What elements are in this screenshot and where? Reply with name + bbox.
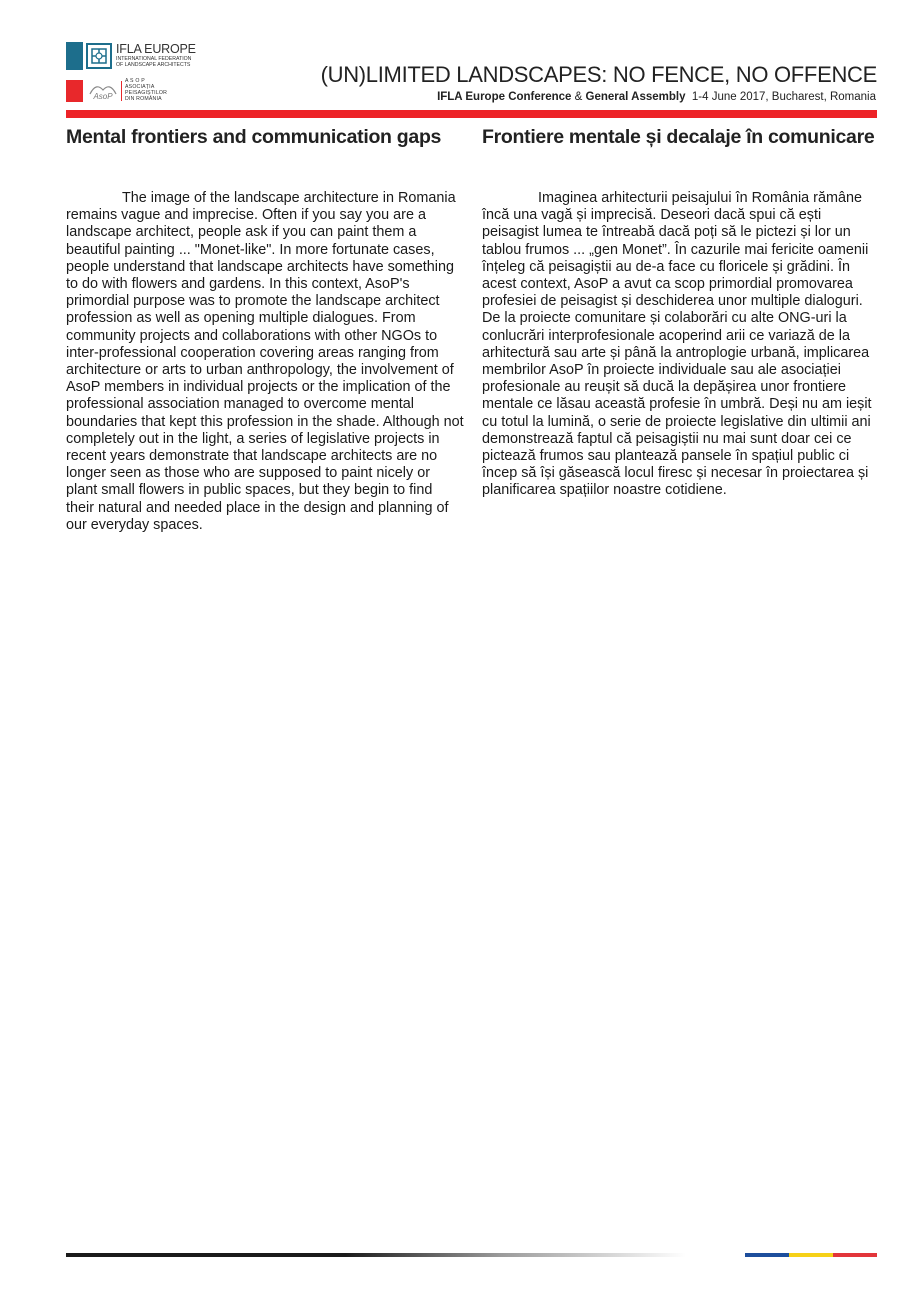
subtitle-ampersand: & (574, 91, 583, 103)
conference-subtitle (437, 91, 876, 103)
asop-logo (66, 79, 216, 103)
left-column-text: The image of the landscape architecture in Romania remains vague and imprecise. Often if you say you are a landscape architect, people ask if you can paint them a beautiful painting ... "Monet-like". In more fortunate cases, people understand that landscape architects have something to do with flowers and gardens. In this context, AsoP's primordial purpose was to promote the landscape architect profession as well as opening multiple dialogues. From community projects and collaborations with other NGOs to inter-professional cooperation covering areas ranging from architecture or arts to urban anthropology, the involvement of AsoP members in individual projects or the implication of the professional association managed to overcome mental boundaries that kept this profession in the shade. Although not completely out in the light, a series of legislative projects in recent years demonstrate that landscape architects are no longer seen as those who are supposed to paint nicely or plant small flowers in public spaces, but they begin to find their natural and needed place in the design and planning of our everyday spaces. (66, 190, 464, 533)
footer-flag-yellow (789, 1253, 833, 1257)
footer-flag-red (833, 1253, 877, 1257)
header-red-band (66, 110, 877, 118)
left-column-body (66, 190, 464, 534)
right-column-title: Frontiere mentale și decalaje în comunicare (482, 126, 875, 148)
right-column-body (482, 190, 880, 500)
ifla-blue-bar (66, 42, 83, 70)
left-column-title: Mental frontiers and communication gaps (66, 126, 442, 148)
subtitle-conference: IFLA Europe Conference (437, 91, 572, 103)
conference-title: (UN)LIMITED LANDSCAPES: NO FENCE, NO OFFENCE (320, 62, 877, 87)
subtitle-assembly: General Assembly (585, 91, 686, 103)
right-column-text: Imaginea arhitecturii peisajului în România rămâne încă una vagă și imprecisă. Deseori dacă spui că ești peisagist lumea te întreabă dacă poți să le pictezi și lor un tablou frumos ... „gen Monet”. În cazurile mai fericite oamenii înțeleg că peisagiștii au de-a face cu floricele și grădini. În acest context, AsoP a avut ca scop primordial promovarea profesiei de peisagist și deschiderea unor multiple dialoguri. De la proiecte comunitare și colaborări cu alte ONG-uri la conlucrări interprofesionale acoperind arii ce variază de la arhitectură sau arte și până la antroplogie urbană, implicarea membrilor AsoP în proiecte individuale sau ale asociației profesionale au reușit să ducă la depășirea unor frontiere mentale ce lăsau această profesie în umbră. Deși nu am ieșit cu totul la lumină, o serie de proiecte legislative din ultimii ani demonstrează faptul că peisagiștii nu mai sunt doar cei ce pictează frumos sau plantează pansele în spațiul public ci încep să își găsească locul firesc și necesar în proiectarea și planificarea spațiilor noastre cotidiene. (482, 190, 872, 499)
asop-line1: A S O P (125, 78, 145, 85)
ifla-subtitle-line2: OF LANDSCAPE ARCHITECTS (116, 61, 191, 68)
asop-line2: ASOCIAȚIA (125, 84, 155, 91)
asop-mark-text: AsoP (93, 92, 113, 101)
ifla-emblem-icon (86, 43, 112, 69)
ifla-name: IFLA EUROPE (116, 42, 196, 57)
subtitle-date: 1-4 June 2017, Bucharest, Romania (691, 91, 876, 103)
ifla-subtitle-line1: INTERNATIONAL FEDERATION (116, 55, 192, 62)
asop-wordmark (125, 79, 167, 103)
footer-flag-blue (745, 1253, 789, 1257)
logo-block (66, 42, 216, 103)
asop-line4: DIN ROMÂNIA (125, 95, 162, 102)
asop-divider (121, 81, 122, 101)
ifla-europe-logo (66, 42, 216, 70)
footer-gradient-line (66, 1253, 686, 1257)
ifla-wordmark (116, 43, 196, 68)
asop-line3: PEISAGIȘTILOR (125, 90, 168, 96)
asop-emblem-icon (86, 80, 120, 102)
asop-red-bar (66, 80, 83, 102)
